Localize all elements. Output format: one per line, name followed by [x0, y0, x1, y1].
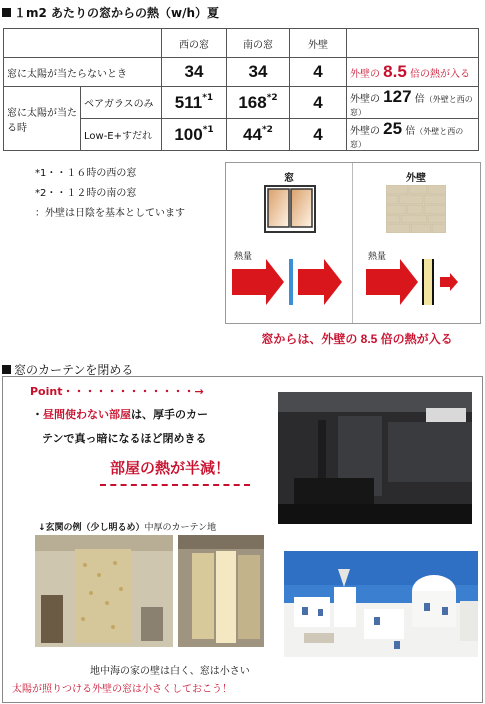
cell-south: 44*2 — [226, 119, 289, 151]
window-heat-arrows — [232, 259, 350, 305]
bottom-line-2: 太陽が照りつける外壁の窓は小さくしておこう！ — [12, 684, 232, 695]
entrance-photo-2 — [178, 535, 264, 647]
cell-wall: 4 — [289, 58, 346, 87]
example-label: ↓玄関の例（少し明るめ）中厚のカーテン地 — [38, 523, 217, 533]
header-west: 西の窓 — [161, 29, 226, 58]
row-label: 窓に太陽が当たらないとき — [4, 58, 162, 87]
entrance-photo-1 — [35, 535, 173, 647]
wall-heat-arrows — [366, 259, 476, 305]
heat-table — [3, 28, 479, 151]
square-bullet-icon — [2, 365, 11, 374]
header-note — [346, 29, 478, 58]
bottom-line-1: 地中海の家の壁は白く、窓は小さい — [90, 666, 250, 677]
diagram-caption: 窓からは、外壁の 8.5 倍の熱が入る — [261, 332, 453, 346]
heat-label-window: 熱量 — [234, 252, 253, 262]
cell-south: 34 — [226, 58, 289, 87]
cell-west: 34 — [161, 58, 226, 87]
section2-title: 窓のカーテンを閉める — [2, 361, 133, 378]
footnote-3: ：外壁は日陰を基本としています — [35, 208, 185, 219]
cell-west: 100*1 — [161, 119, 226, 151]
diagram-divider — [352, 163, 353, 323]
heat-diagram — [225, 162, 481, 324]
window-icon — [264, 185, 316, 233]
square-bullet-icon — [2, 8, 11, 17]
bullet-line-1: ・昼間使わない部屋は、厚手のカー — [32, 408, 208, 421]
bullet-line-2: テンで真っ暗になるほど閉めきる — [42, 432, 207, 445]
cell-note: 外壁の 8.5 倍の熱が入る — [346, 58, 478, 87]
footnote-1: *1・・１６時の西の窓 — [35, 168, 137, 179]
window-label: 窓 — [284, 173, 294, 184]
cell-south: 168*2 — [226, 87, 289, 119]
cell-wall: 4 — [289, 119, 346, 151]
point-label: Point・・・・・・・・・・・・→ — [30, 385, 204, 398]
table-corner — [4, 29, 162, 58]
heat-label-wall: 熱量 — [368, 252, 387, 262]
cell-west: 511*1 — [161, 87, 226, 119]
headline: 部屋の熱が半減！ — [110, 459, 231, 477]
header-wall: 外壁 — [289, 29, 346, 58]
row-label: 窓に太陽が当たる時 — [4, 87, 81, 151]
headline-underline — [100, 484, 250, 486]
mediterranean-houses-photo — [284, 551, 478, 657]
row-sublabel: Low-E+すだれ — [81, 119, 162, 151]
footnote-2: *2・・１２時の南の窓 — [35, 188, 137, 199]
header-south: 南の窓 — [226, 29, 289, 58]
cell-wall: 4 — [289, 87, 346, 119]
cell-note: 外壁の 25 倍（外壁と西の窓） — [346, 119, 478, 151]
row-sublabel: ペアガラスのみ — [81, 87, 162, 119]
dark-room-photo — [278, 392, 472, 524]
stone-wall-icon — [386, 185, 446, 233]
cell-note: 外壁の 127 倍（外壁と西の窓） — [346, 87, 478, 119]
section1-title: １m2 あたりの窓からの熱（w/h）夏 — [2, 4, 219, 21]
wall-label: 外壁 — [406, 173, 426, 184]
